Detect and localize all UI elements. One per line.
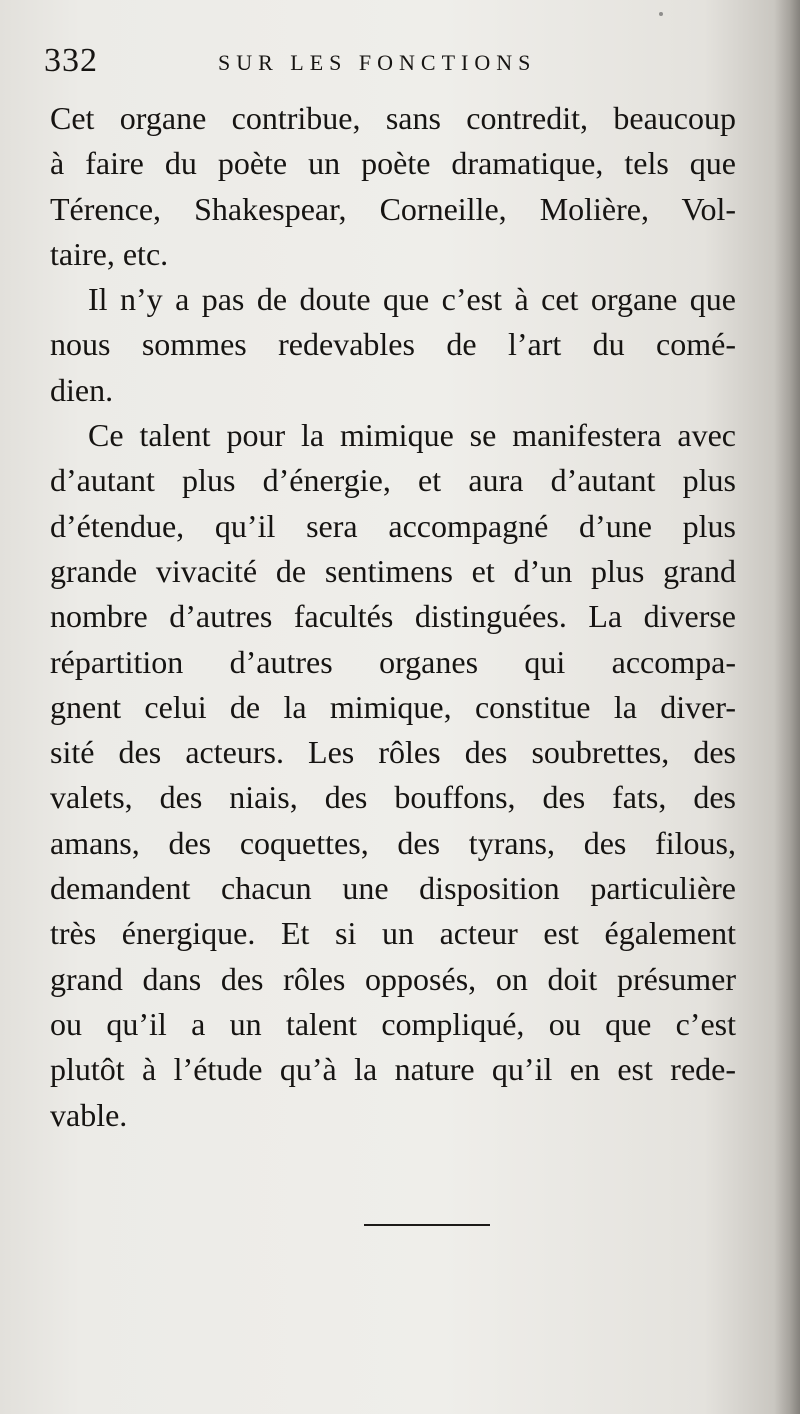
- running-head: SUR LES FONCTIONS: [218, 50, 537, 75]
- body-text: [50, 96, 736, 1138]
- text-line: nombre d’autres facultés distinguées. La diverse: [50, 598, 736, 635]
- text-line: sité des acteurs. Les rôles des soubrettes, des: [50, 734, 736, 771]
- text-line: valets, des niais, des bouffons, des fats, des: [50, 779, 736, 816]
- text-line: nous sommes redevables de l’art du comé-: [50, 326, 736, 363]
- text-line: d’étendue, qu’il sera accompagné d’une plus: [50, 507, 736, 544]
- text-line: ou qu’il a un talent compliqué, ou que c’est: [50, 1005, 736, 1042]
- text-line: d’autant plus d’énergie, et aura d’autant plus: [50, 462, 736, 499]
- text-line: amans, des coquettes, des tyrans, des filous,: [50, 824, 736, 861]
- text-line: grand dans des rôles opposés, on doit présumer: [50, 960, 736, 997]
- text-line: demandent chacun une disposition particulière: [50, 870, 736, 907]
- text-line: Cet organe contribue, sans contredit, beaucoup: [50, 100, 736, 136]
- text-line: Ce talent pour la mimique se manifestera avec: [88, 417, 736, 454]
- section-end-rule: [364, 1224, 490, 1226]
- text-line: répartition d’autres organes qui accompa-: [50, 643, 736, 680]
- text-line: Il n’y a pas de doute que c’est à cet organe que: [88, 281, 736, 318]
- text-line: à faire du poète un poète dramatique, tels que: [50, 145, 736, 182]
- text-line: dien.: [50, 371, 114, 408]
- text-line: grande vivacité de sentimens et d’un plus grand: [50, 552, 736, 589]
- text-line: vable.: [50, 1096, 128, 1133]
- text-line: gnent celui de la mimique, constitue la diver-: [50, 688, 736, 725]
- text-line: plutôt à l’étude qu’à la nature qu’il en est rede-: [50, 1051, 736, 1088]
- text-line: Térence, Shakespear, Corneille, Molière, Vol-: [50, 190, 736, 227]
- page-gutter-shadow: [774, 0, 800, 1414]
- text-line: taire, etc.: [50, 235, 169, 272]
- page-number: 332: [44, 42, 98, 79]
- text-line: très énergique. Et si un acteur est également: [50, 915, 736, 952]
- ink-speck: [659, 12, 663, 16]
- page-header: [44, 42, 744, 82]
